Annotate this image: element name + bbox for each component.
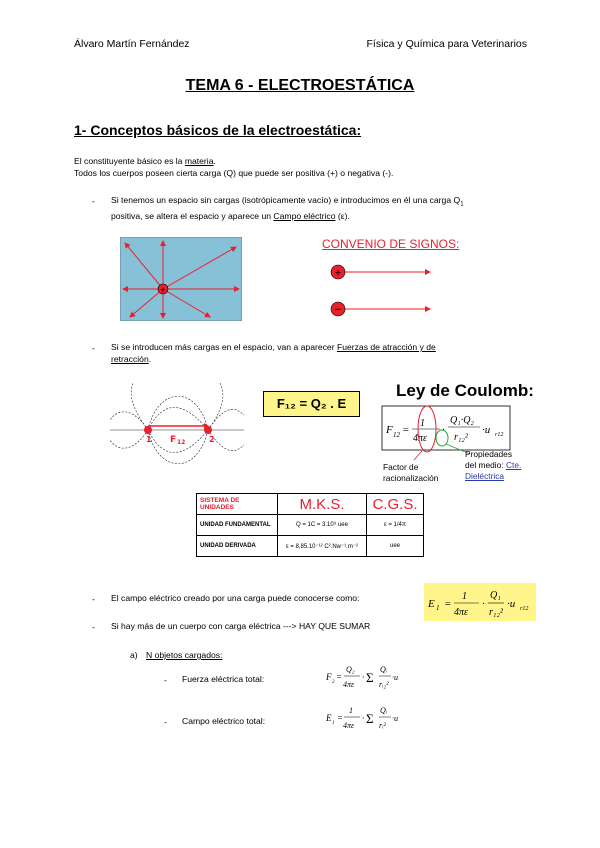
svg-text:Q₁·Q₂: Q₁·Q₂ [450,415,474,426]
bullet-dash: - [92,343,95,353]
total-field-formula [324,701,406,735]
dipole-field-diagram [108,380,246,476]
sub-a-label: a) [130,650,138,660]
svg-text:·: · [362,713,365,723]
svg-text:=: = [336,672,343,682]
svg-text:r12: r12 [495,432,504,438]
link-retraccion: retracción [111,353,149,364]
svg-text:2: 2 [209,435,215,444]
svg-text:F: F [170,435,177,445]
svg-text:1: 1 [332,721,335,726]
svg-text:Q₂: Q₂ [346,665,355,674]
bullet-dash: - [164,675,167,685]
svg-text:·: · [442,424,445,436]
svg-text:=: = [444,598,452,610]
svg-text:12: 12 [177,439,186,446]
link-cte[interactable]: Cte. [505,460,522,470]
units-row-label: UNIDAD FUNDAMENTAL [197,515,278,536]
svg-text:4πε: 4πε [413,433,427,444]
field-formula [424,583,536,621]
units-header-system: SISTEMA DE UNIDADES [197,494,278,515]
svg-text:1: 1 [436,604,440,612]
bullet-field-text: El campo eléctrico creado por una carga puede conocerse como: [111,593,360,603]
svg-text:Qᵢ: Qᵢ [380,665,388,674]
props-label: Propiedades del medio: Cte. Dieléctrica [465,449,522,481]
svg-text:=: = [402,424,410,436]
convenio-label: CONVENIO DE SIGNOS: [322,237,460,251]
svg-text:1: 1 [462,591,467,602]
units-header-cgs: C.G.S. [367,494,424,515]
bullet-forces-text: Si se introducen más cargas en el espacio, van a aparecer Fuerzas de atracción y de retracción. [111,342,436,364]
svg-text:·: · [482,598,485,610]
intro-paragraph: El constituyente básico es la materia. Todos los cuerpos poseen cierta carga (Q) que puede ser positiva (+) o negativa (-). [74,156,394,178]
bullet-dash: - [92,622,95,632]
bullet-dash: - [92,594,95,604]
item-field-label: Campo eléctrico total: [182,716,266,726]
svg-text:1: 1 [349,706,353,715]
svg-text:rᵢ²: rᵢ² [379,721,386,730]
svg-text:4πε: 4πε [343,721,355,730]
svg-text:=: = [337,713,344,723]
svg-text:1: 1 [146,435,152,444]
svg-text:4πε: 4πε [343,680,355,689]
coulomb-title: Ley de Coulomb: [396,381,534,400]
svg-text:r₁₂²: r₁₂² [454,432,468,443]
svg-text:Q₁: Q₁ [490,590,501,601]
svg-text:E: E [326,713,332,723]
svg-text:E: E [428,598,435,610]
svg-text:·u: ·u [507,598,516,610]
svg-text:−: − [334,305,342,315]
svg-text:r₁₂²: r₁₂² [489,607,503,618]
svg-text:·u: ·u [482,424,491,436]
svg-text:+: + [334,268,342,279]
header-course: Física y Química para Veterinarios [366,38,527,50]
units-header-mks: M.K.S. [278,494,367,515]
svg-text:rᵢ₂²: rᵢ₂² [379,680,389,689]
svg-text:r12: r12 [520,606,529,612]
link-fuerzas: Fuerzas de atracción y de [336,342,436,352]
svg-text:4πε: 4πε [454,607,468,618]
header-author: Álvaro Martín Fernández [74,38,190,50]
svg-text:+: + [160,286,166,294]
bullet-dash: - [164,717,167,727]
factor-label: Factor de racionalización [383,462,439,483]
force-formula: F₁₂ = Q₂ . E [263,391,360,417]
electric-field-diagram [120,237,242,321]
sub-a-text: N objetos cargados: [146,650,223,660]
units-row-label: UNIDAD DERIVADA [197,536,278,557]
svg-text:F: F [386,424,393,436]
svg-text:Σ: Σ [366,711,374,726]
sign-convention-diagram [322,259,434,321]
units-cell: ε = 1/4π [367,515,424,536]
bullet-dash: - [92,196,95,206]
link-dielectrica[interactable]: Dieléctrica [465,471,505,481]
svg-text:·: · [362,672,365,682]
link-materia: materia [184,156,214,166]
units-table [196,493,424,557]
svg-text:Qᵢ: Qᵢ [380,706,388,715]
bullet-field-text: Si tenemos un espacio sin cargas (isotrópicamente vacío) e introducimos en él una carga $Q_1$ positiva, se altera el espacio y aparece un Campo eléctrico (ε). [111,195,464,222]
link-campo-electrico: Campo eléctrico [273,211,336,222]
page-title: TEMA 6 - ELECTROESTÁTICA [185,77,415,94]
svg-text:Σ: Σ [366,670,374,685]
total-force-formula [324,660,406,694]
section-heading: 1- Conceptos básicos de la electroestática: [74,122,362,138]
svg-text:12: 12 [393,431,400,439]
svg-text:1: 1 [420,418,425,429]
units-cell: uee [367,536,424,557]
svg-text:·u: ·u [392,673,398,682]
svg-text:F: F [326,672,332,682]
svg-text:·u: ·u [392,714,398,723]
units-cell: ε = 8,85.10⁻¹² C².Nw⁻¹.m⁻² [278,536,367,557]
svg-text:2: 2 [332,680,335,685]
item-force-label: Fuerza eléctrica total: [182,674,265,684]
bullet-sum-text: Si hay más de un cuerpo con carga eléctrica ---> HAY QUE SUMAR [111,621,371,631]
units-cell: Q = 1C = 3.10⁹ uee [278,515,367,536]
